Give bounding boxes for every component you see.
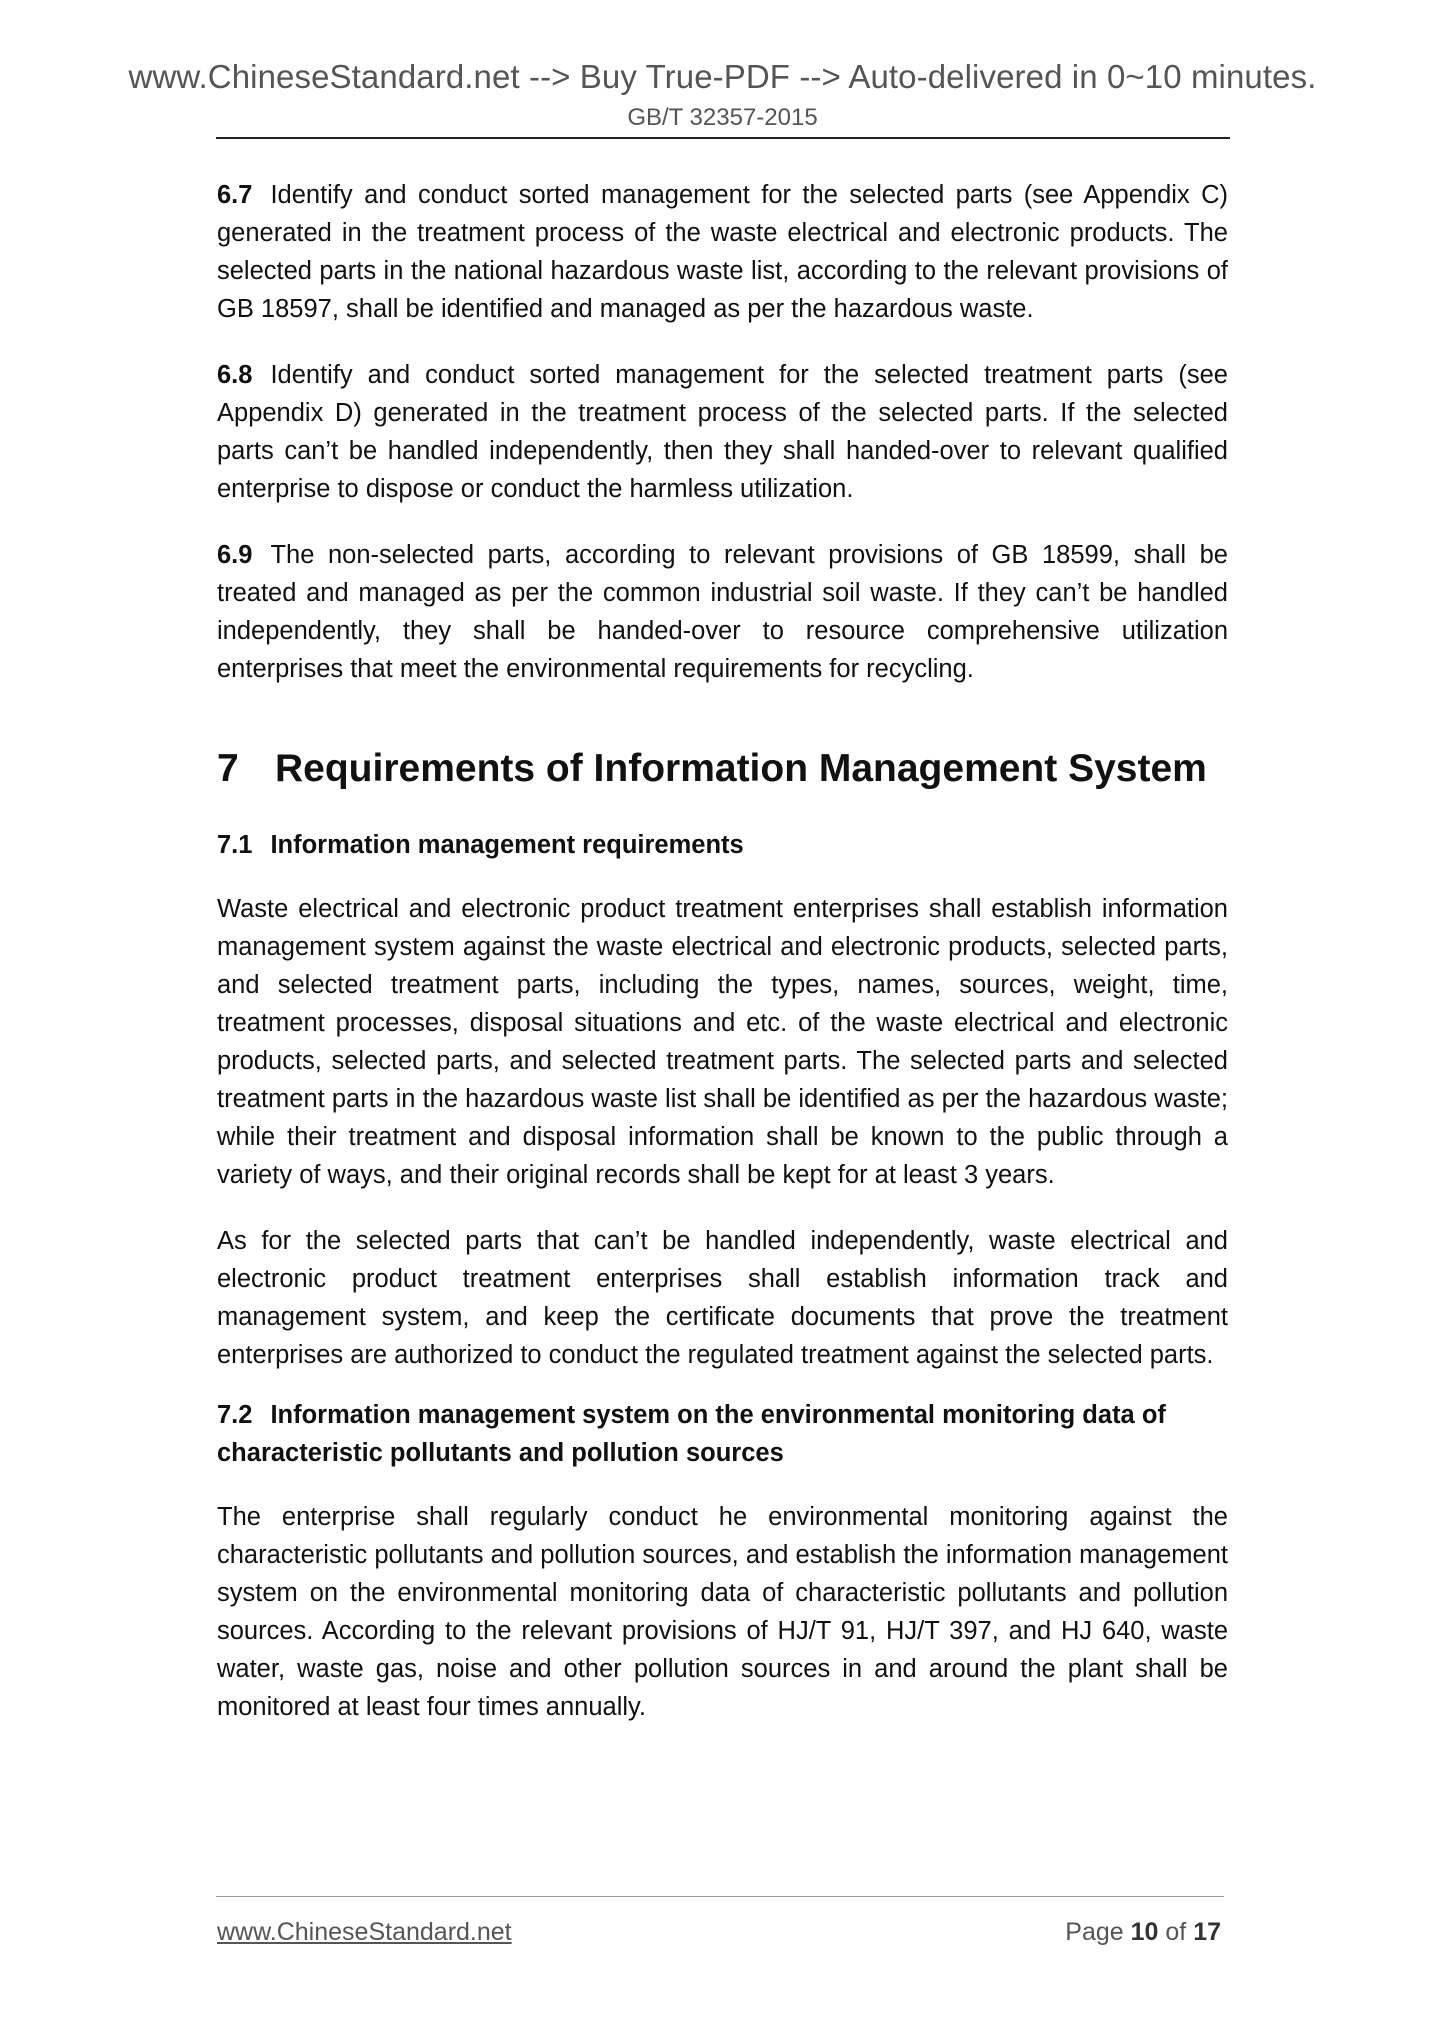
subsection-title: Information management system on the environmental monitoring data of characteristic pollutants and pollution sources xyxy=(217,1401,1166,1467)
paragraph: The enterprise shall regularly conduct he environmental monitoring against the characteristic pollutants and pollution sources, and establish the information management system on the environmental monitoring data of characteristic pollutants and pollution sources. According to the relevant provisions of HJ/T 91, HJ/T 397, and HJ 640, waste water, waste gas, noise and other pollution sources in and around the plant shall be monitored at least four times annually. xyxy=(217,1503,1228,1721)
clause-6-7 xyxy=(217,176,1228,328)
footer-divider xyxy=(216,1896,1224,1897)
clause-6-8 xyxy=(217,356,1228,508)
section-title: Requirements of Information Management System xyxy=(275,747,1207,790)
clause-text: The non-selected parts, according to relevant provisions of GB 18599, shall be treated and managed as per the common industrial soil waste. If they can’t be handled independently, they shall be handed-over to resource comprehensive utilization enterprises that meet the environmental requirements for recycling. xyxy=(217,541,1228,683)
header-divider xyxy=(216,137,1230,139)
document-body xyxy=(217,176,1228,1754)
section-number: 7 xyxy=(217,747,239,790)
paragraph: Waste electrical and electronic product treatment enterprises shall establish information management system against the waste electrical and electronic products, selected parts, and selected treatment parts, including the types, names, sources, weight, time, treatment processes, disposal situations and etc. of the waste electrical and electronic products, selected parts, and selected treatment parts. The selected parts and selected treatment parts in the hazardous waste list shall be identified as per the hazardous waste; while their treatment and disposal information shall be known to the public through a variety of ways, and their original records shall be kept for at least 3 years. xyxy=(217,895,1228,1189)
clause-text: Identify and conduct sorted management for the selected parts (see Appendix C) generated in the treatment process of the waste electrical and electronic products. The selected parts in the national hazardous waste list, according to the relevant provisions of GB 18597, shall be identified and managed as per the hazardous waste. xyxy=(217,181,1228,323)
subsection-title: Information management requirements xyxy=(270,831,744,859)
page-word: Page xyxy=(1065,1918,1124,1946)
clause-number: 6.9 xyxy=(217,541,253,569)
clause-text: Identify and conduct sorted management for the selected treatment parts (see Appendix D) generated in the treatment process of the selected parts. If the selected parts can’t be handled independently, then they shall handed-over to relevant qualified enterprise to dispose or conduct the harmless utilization. xyxy=(217,361,1228,503)
subsection-7-1-heading xyxy=(217,826,1228,864)
subsection-number: 7.1 xyxy=(217,831,253,859)
section-7-heading xyxy=(217,746,1228,792)
subsection-7-2-heading xyxy=(217,1396,1228,1472)
page-total: 17 xyxy=(1193,1918,1221,1946)
clause-number: 6.7 xyxy=(217,181,253,209)
clause-number: 6.8 xyxy=(217,361,253,389)
clause-6-9 xyxy=(217,536,1228,688)
footer-site-link[interactable]: www.ChineseStandard.net xyxy=(217,1918,512,1946)
standard-code: GB/T 32357-2015 xyxy=(627,104,818,131)
subsection-number: 7.2 xyxy=(217,1401,253,1429)
site-banner: www.ChineseStandard.net --> Buy True-PDF --> Auto-delivered in 0~10 minutes. xyxy=(128,58,1317,95)
page-of: of xyxy=(1165,1918,1187,1946)
page-current: 10 xyxy=(1130,1918,1159,1946)
paragraph: As for the selected parts that can’t be handled independently, waste electrical and electronic product treatment enterprises shall establish information track and management system, and keep the certificate documents that prove the treatment enterprises are authorized to conduct the regulated treatment against the selected parts. xyxy=(217,1227,1228,1369)
page-indicator xyxy=(1065,1918,1221,1947)
